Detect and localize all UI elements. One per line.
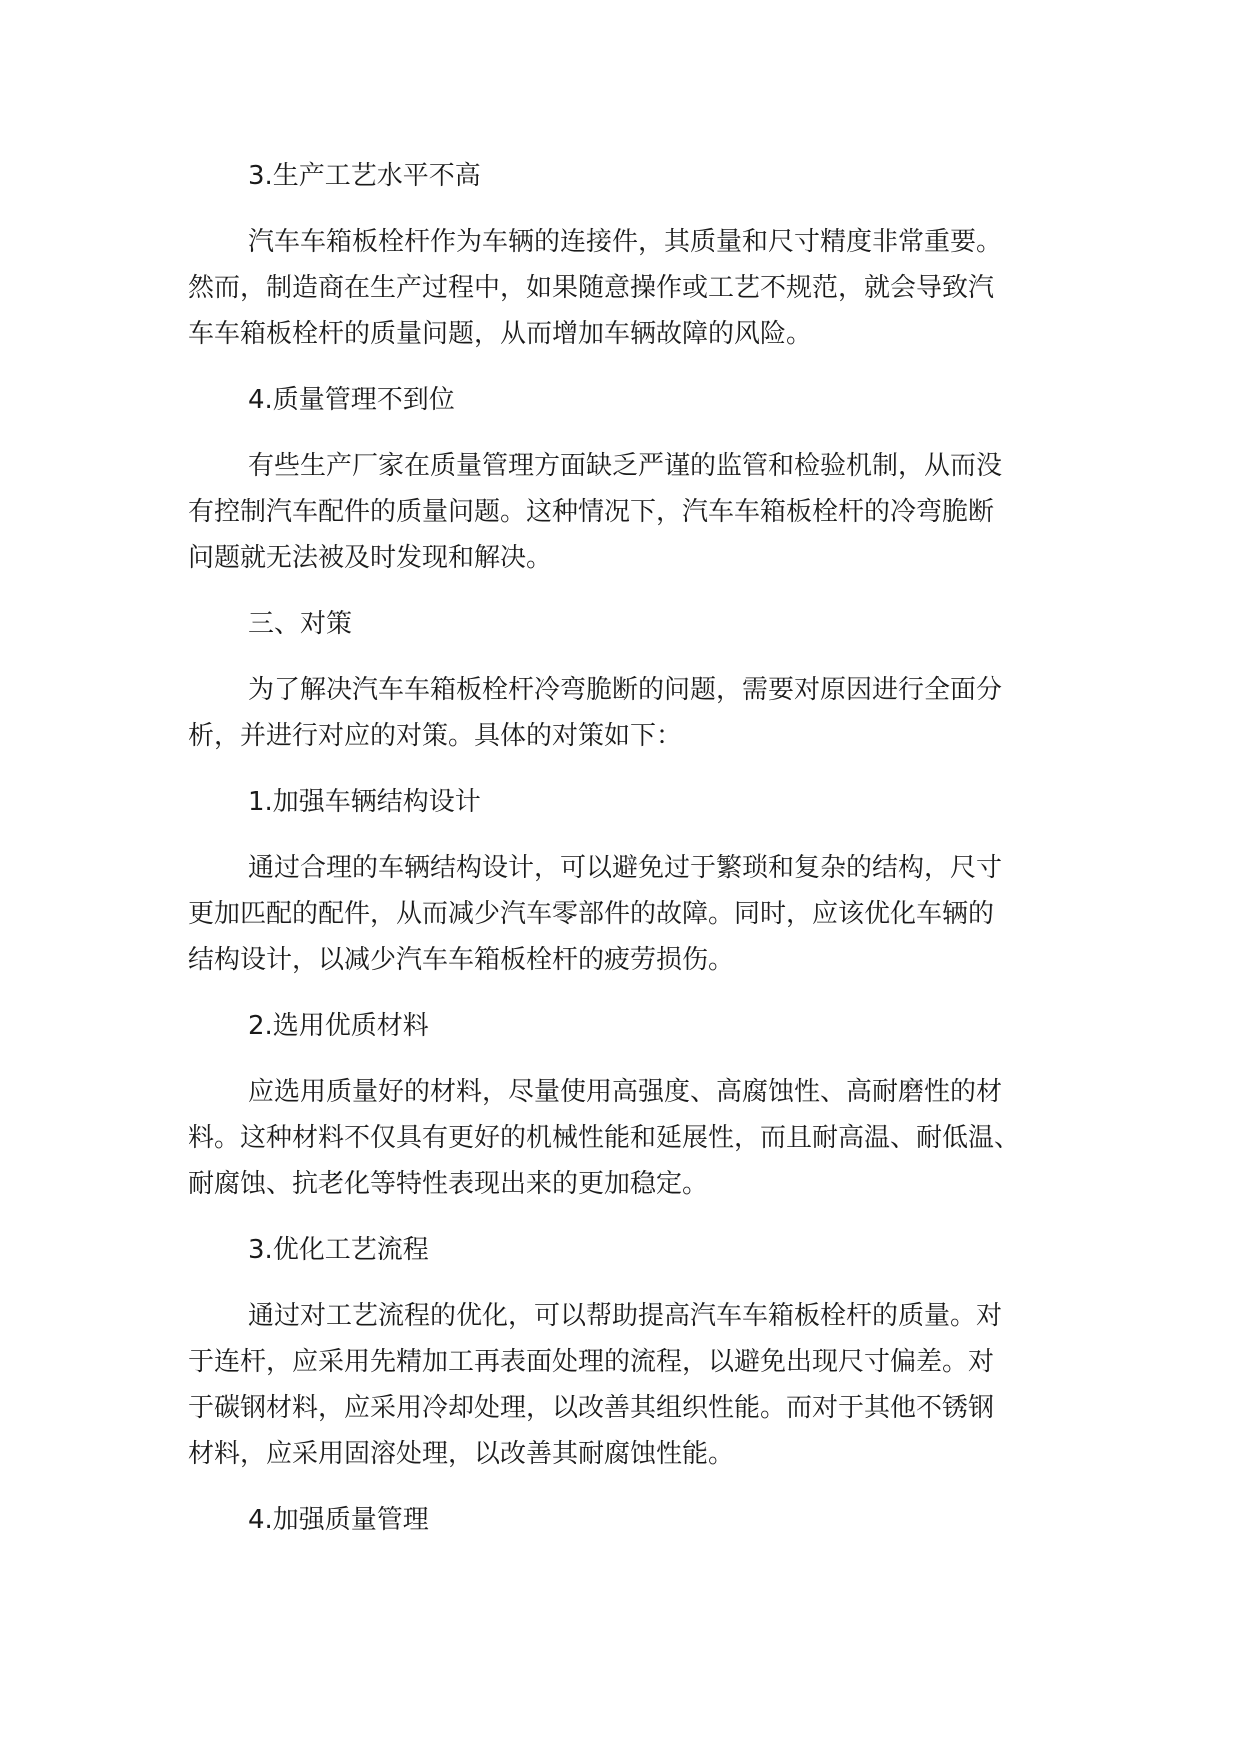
paragraph-line: 应选用质量好的材料，尽量使用高强度、高腐蚀性、高耐磨性的材 bbox=[248, 1077, 1003, 1107]
body-paragraph bbox=[188, 1293, 1068, 1477]
body-paragraph bbox=[188, 845, 1068, 983]
section-heading: 三、对策 bbox=[248, 609, 353, 639]
body-paragraph bbox=[188, 219, 1068, 357]
paragraph-line: 通过合理的车辆结构设计，可以避免过于繁琐和复杂的结构，尺寸 bbox=[248, 853, 1003, 883]
section-heading: 1.加强车辆结构设计 bbox=[248, 787, 481, 817]
document-body bbox=[188, 153, 1068, 1563]
body-paragraph bbox=[188, 443, 1068, 581]
paragraph-line: 结构设计，以减少汽车车箱板栓杆的疲劳损伤。 bbox=[188, 945, 735, 975]
paragraph-line: 有些生产厂家在质量管理方面缺乏严谨的监管和检验机制，从而没 bbox=[248, 451, 1003, 481]
paragraph-line: 通过对工艺流程的优化，可以帮助提高汽车车箱板栓杆的质量。对 bbox=[248, 1301, 1003, 1331]
body-paragraph bbox=[188, 667, 1068, 759]
paragraph-line: 材料，应采用固溶处理，以改善其耐腐蚀性能。 bbox=[188, 1439, 735, 1469]
section-heading: 3.优化工艺流程 bbox=[248, 1235, 429, 1265]
paragraph-line: 于连杆，应采用先精加工再表面处理的流程，以避免出现尺寸偏差。对 bbox=[188, 1347, 995, 1377]
paragraph-line: 车车箱板栓杆的质量问题，从而增加车辆故障的风险。 bbox=[188, 319, 813, 349]
paragraph-line: 汽车车箱板栓杆作为车辆的连接件，其质量和尺寸精度非常重要。 bbox=[248, 227, 1003, 257]
paragraph-line: 料。这种材料不仅具有更好的机械性能和延展性，而且耐高温、耐低温、 bbox=[188, 1123, 1021, 1153]
section-heading: 3.生产工艺水平不高 bbox=[248, 161, 481, 191]
paragraph-line: 耐腐蚀、抗老化等特性表现出来的更加稳定。 bbox=[188, 1169, 709, 1199]
paragraph-line: 为了解决汽车车箱板栓杆冷弯脆断的问题，需要对原因进行全面分 bbox=[248, 675, 1003, 705]
paragraph-line: 于碳钢材料，应采用冷却处理，以改善其组织性能。而对于其他不锈钢 bbox=[188, 1393, 995, 1423]
paragraph-line: 问题就无法被及时发现和解决。 bbox=[188, 543, 553, 573]
body-paragraph bbox=[188, 1069, 1068, 1207]
paragraph-line: 有控制汽车配件的质量问题。这种情况下，汽车车箱板栓杆的冷弯脆断 bbox=[188, 497, 995, 527]
section-heading: 4.质量管理不到位 bbox=[248, 385, 455, 415]
section-heading: 2.选用优质材料 bbox=[248, 1011, 429, 1041]
section-heading: 4.加强质量管理 bbox=[248, 1505, 429, 1535]
paragraph-line: 然而，制造商在生产过程中，如果随意操作或工艺不规范，就会导致汽 bbox=[188, 273, 995, 303]
paragraph-line: 更加匹配的配件，从而减少汽车零部件的故障。同时，应该优化车辆的 bbox=[188, 899, 995, 929]
paragraph-line: 析，并进行对应的对策。具体的对策如下： bbox=[188, 721, 683, 751]
